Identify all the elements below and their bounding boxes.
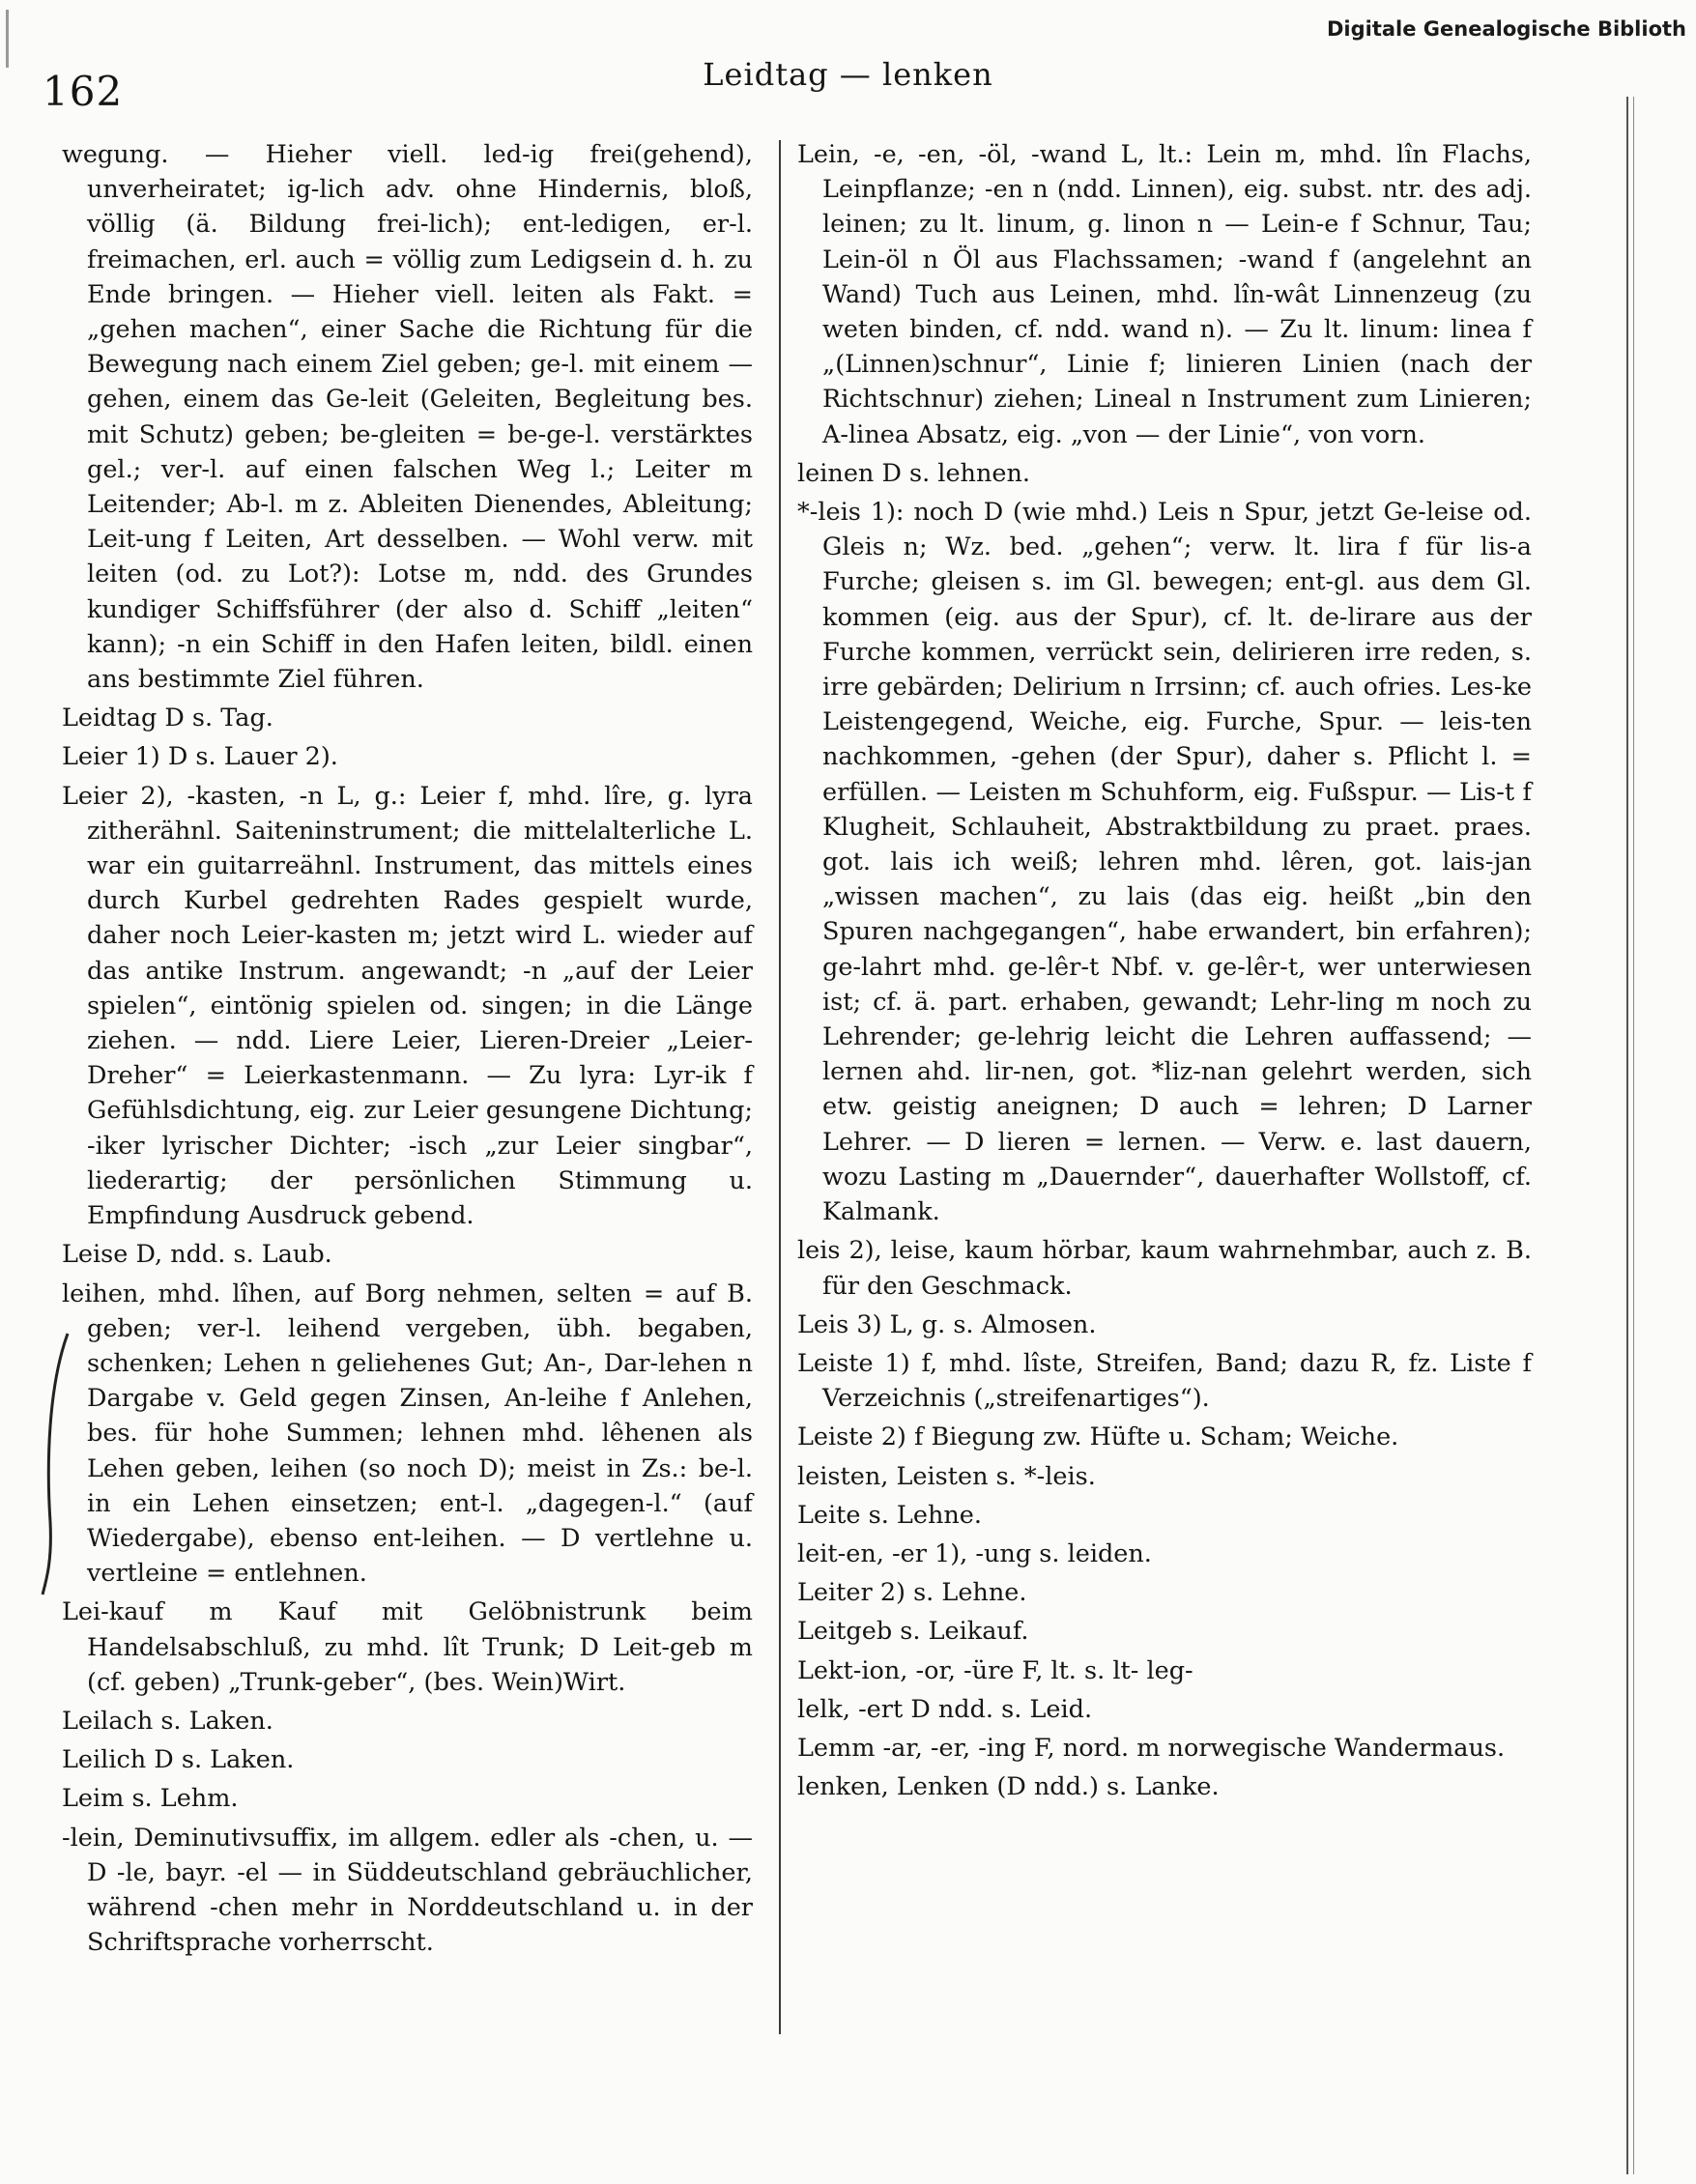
binding-edge-line-secondary <box>1633 97 1634 2174</box>
entry-leikauf: Lei-kauf m Kauf mit Gelöbnistrunk beim Handelsabschluß, zu mhd. lît Trunk; D Leit-geb m (cf. geben) „Trunk-geber“, (bes. Wein)Wirt. <box>62 1597 753 1697</box>
entry-leier-2: Leier 2), -kasten, -n L, g.: Leier f, mhd. lîre, g. lyra zitherähnl. Saiteninstrument; die mittelalterliche L. war ein guitarreähnl. Instrument, das mittels eines durch Kurbel gedrehten Rades gespielt wurde, daher noch Leier-kasten m; jetzt wird L. wieder auf das antike Instrum. angewandt; -n „auf der Leier spielen“, eintönig spielen od. singen; in die Länge ziehen. — ndd. Liere Leier, Lieren-Dreier „Leier-Dreher“ = Leierkastenmann. — Zu lyra: Lyr-ik f Gefühlsdichtung, eig. zur Leier gesungene Dichtung; -iker lyrischer Dichter; -isch „zur Leier singbar“, liederartig; der persönlichen Stimmung u. Empfindung Ausdruck gebend. <box>62 781 753 1231</box>
entry-leim: Leim s. Lehm. <box>62 1784 239 1814</box>
entry-leilach: Leilach s. Laken. <box>62 1706 273 1736</box>
entry-leite: Leite s. Lehne. <box>797 1500 982 1530</box>
entry-leilich: Leilich D s. Laken. <box>62 1745 295 1775</box>
entry-leisten: leisten, Leisten s. *-leis. <box>797 1461 1096 1491</box>
entry-leier-1: Leier 1) D s. Lauer 2). <box>62 742 338 772</box>
entry-wegung: wegung. — Hieher viell. led-ig frei(gehend), unverheiratet; ig-lich adv. ohne Hindernis, bloß, völlig (ä. Bildung frei-lich); ent-ledigen, er-l. freimachen, erl. auch = völlig zum Ledigsein d. h. zu Ende bringen. — Hieher viell. leiten als Fakt. = „gehen machen“, einer Sache die Richtung für die Bewegung nach einem Ziel geben; ge-l. mit einem — gehen, einem das Ge-leit (Geleiten, Begleitung bes. mit Schutz) geben; be-gleiten = be-ge-l. verstärktes gel.; ver-l. auf einen falschen Weg l.; Leiter m Leitender; Ab-l. m z. Ableiten Dienendes, Ableitung; Leit-ung f Leiten, Art desselben. — Wohl verw. mit leiten (od. zu Lot?): Lotse m, ndd. des Grundes kundiger Schiffsführer (der also d. Schiff „leiten“ kann); -n ein Schiff in den Hafen leiten, bildl. einen ans bestimmte Ziel führen. <box>62 140 753 695</box>
entry-leiten: leit-en, -er 1), -ung s. leiden. <box>797 1538 1152 1568</box>
entry-lemmar: Lemm -ar, -er, -ing F, nord. m norwegische Wandermaus. <box>797 1733 1506 1763</box>
entry-leidtag: Leidtag D s. Tag. <box>62 704 273 733</box>
page-number: 162 <box>43 68 124 115</box>
entry-leiter-2: Leiter 2) s. Lehne. <box>797 1578 1027 1608</box>
library-watermark: Digitale Genealogische Biblioth <box>1326 17 1686 41</box>
binding-edge-line <box>1626 97 1628 2174</box>
entry-leiste-1: Leiste 1) f, mhd. lîste, Streifen, Band; dazu R, fz. Liste f Verzeichnis („streifenartiges“). <box>797 1348 1532 1414</box>
entry-lektion: Lekt-ion, -or, -üre F, lt. s. lt- leg- <box>797 1655 1193 1685</box>
entry-leitgeb: Leitgeb s. Leikauf. <box>797 1617 1029 1647</box>
entry-leinen: leinen D s. lehnen. <box>797 458 1031 488</box>
entry-lein-suffix: -lein, Deminutivsuffix, im allgem. edler als -chen, u. — D -le, bayr. -el — in Süddeutschland gebräuchlicher, während -chen mehr in Norddeutschland u. in der Schriftsprache vorherrscht. <box>62 1823 753 1958</box>
column-divider <box>779 140 781 2034</box>
entry-leihen: leihen, mhd. lîhen, auf Borg nehmen, selten = auf B. geben; ver-l. leihend vergeben, übh. begaben, schenken; Lehen n geliehenes Gut; An-, Dar-lehen n Dargabe v. Geld gegen Zinsen, An-leihe f Anlehen, bes. für hohe Summen; lehnen mhd. lêhenen als Lehen geben, leihen (so noch D); meist in Zs.: be-l. in ein Lehen einsetzen; ent-l. „dagegen-l.“ (auf Wiedergabe), ebenso ent-leihen. — D vertlehne u. vertleine = entlehnen. <box>62 1279 753 1589</box>
left-column <box>62 137 753 1964</box>
entry-lenken: lenken, Lenken (D ndd.) s. Lanke. <box>797 1772 1220 1802</box>
entry-leise: Leise D, ndd. s. Laub. <box>62 1240 332 1270</box>
entry-leiste-2: Leiste 2) f Biegung zw. Hüfte u. Scham; Weiche. <box>797 1422 1399 1452</box>
entry-lein: Lein, -e, -en, -öl, -wand L, lt.: Lein m, mhd. lîn Flachs, Leinpflanze; -en n (ndd. Linnen), eig. subst. ntr. des adj. leinen; zu lt. linum, g. linon n — Lein-e f Schnur, Tau; Lein-öl n Öl aus Flachssamen; -wand f (angelehnt an Wand) Tuch aus Leinen, mhd. lîn-wât Linnenzeug (zu weten binden, cf. ndd. wand n). — Zu lt. linum: linea f „(Linnen)schnur“, Linie f; linieren Linien (nach der Richtschnur) ziehen; Lineal n Instrument zum Linieren; A-linea Absatz, eig. „von — der Linie“, von vorn. <box>797 140 1532 449</box>
right-column <box>797 137 1532 1808</box>
running-head: Leidtag — lenken <box>703 56 993 93</box>
entry-lelk: lelk, -ert D ndd. s. Leid. <box>797 1694 1093 1724</box>
entry-leis-3: Leis 3) L, g. s. Almosen. <box>797 1309 1097 1339</box>
entry-leis-1: *-leis 1): noch D (wie mhd.) Leis n Spur, jetzt Ge-leise od. Gleis n; Wz. bed. „gehen“; verw. lt. lira f für lis-a Furche; gleisen s. im Gl. bewegen; ent-gl. aus dem Gl. kommen (eig. aus der Spur), cf. lt. de-lirare aus der Furche kommen, verrückt sein, delirieren irre reden, s. irre gebärden; Delirium n Irrsinn; cf. auch ofries. Les-ke Leistengegend, Weiche, eig. Furche, Spur. — leis-ten nachkommen, -gehen (der Spur), daher s. Pflicht l. = erfüllen. — Leisten m Schuhform, eig. Fußspur. — Lis-t f Klugheit, Schlauheit, Abstraktbildung zu praet. praes. got. lais ich weiß; lehren mhd. lêren, got. lais-jan „wissen machen“, zu lais (das eig. heißt „bin den Spuren nachgegangen“, habe erwandert, bin erfahren); ge-lahrt mhd. ge-lêr-t Nbf. v. ge-lêr-t, wer unterwiesen ist; cf. ä. part. erhaben, gewandt; Lehr-ling m noch zu Lehrender; ge-lehrig leicht die Lehren auffassend; — lernen ahd. lir-nen, got. *liz-nan gelehrt werden, sich etw. geistig aneignen; D auch = lehren; D Larner Lehrer. — D lieren = lernen. — Verw. e. last dauern, wozu Lasting m „Dauernder“, dauerhafter Wollstoff, cf. Kalmank. <box>797 498 1532 1227</box>
entry-leis-2: leis 2), leise, kaum hörbar, kaum wahrnehmbar, auch z. B. für den Geschmack. <box>797 1236 1532 1301</box>
